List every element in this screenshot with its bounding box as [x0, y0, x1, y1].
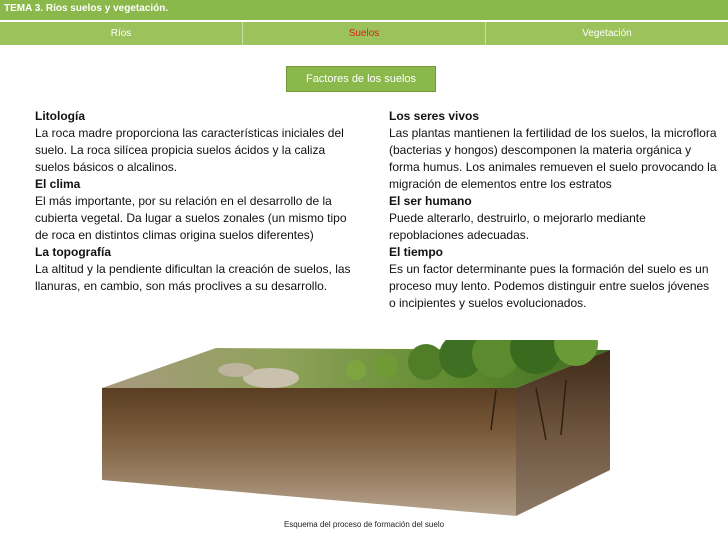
tab-vegetacion[interactable]: Vegetación: [582, 28, 632, 39]
seres-vivos-text: Las plantas mantienen la fertilidad de los suelos, la microflora (bacterias y hongos) descomponen la materia orgánica y forma humus. Los animales remueven el suelo provocando la migración de elementos entre los estratos: [389, 126, 717, 191]
ser-humano-text: Puede alterarlo, destruirlo, o mejorarlo mediante repoblaciones adecuadas.: [389, 211, 646, 242]
factores-button[interactable]: Factores de los suelos: [286, 66, 436, 92]
soil-front-face: [102, 388, 516, 516]
ser-humano-heading: El ser humano: [389, 194, 472, 208]
left-column: [35, 108, 355, 295]
tiempo-text: Es un factor determinante pues la formación del suelo es un proceso muy lento. Podemos distinguir entre suelos jóvenes o incipientes y suelos evolucionados.: [389, 262, 710, 310]
seres-vivos-heading: Los seres vivos: [389, 109, 480, 123]
tab-rios[interactable]: Ríos: [0, 22, 243, 45]
litologia-heading: Litología: [35, 109, 85, 123]
litologia-text: La roca madre proporciona las características iniciales del suelo. La roca silícea propicia suelos ácidos y la caliza suelos básicos o alcalinos.: [35, 126, 344, 174]
topografia-text: La altitud y la pendiente dificultan la creación de suelos, las llanuras, en cambio, son más proclives a su desarrollo.: [35, 262, 351, 293]
right-column: [389, 108, 719, 312]
tab-suelos[interactable]: Suelos: [243, 22, 486, 45]
shrub: [374, 354, 398, 378]
shrub: [346, 360, 366, 380]
clima-heading: El clima: [35, 177, 81, 191]
header-title: TEMA 3. Ríos suelos y vegetación.: [4, 3, 169, 14]
header-bar: [0, 0, 728, 20]
tree: [408, 344, 444, 380]
illustration-caption: Esquema del proceso de formación del suelo: [283, 520, 445, 529]
rock-outcrop: [218, 363, 254, 377]
clima-text: El más importante, por su relación en el desarrollo de la cubierta vegetal. Da lugar a suelos zonales (un mismo tipo de roca en distintos climas origina suelos diferentes): [35, 194, 347, 242]
tab-bar: [0, 22, 728, 45]
tiempo-heading: El tiempo: [389, 245, 444, 259]
topografia-heading: La topografía: [35, 245, 112, 259]
soil-profile-illustration: [96, 340, 626, 522]
